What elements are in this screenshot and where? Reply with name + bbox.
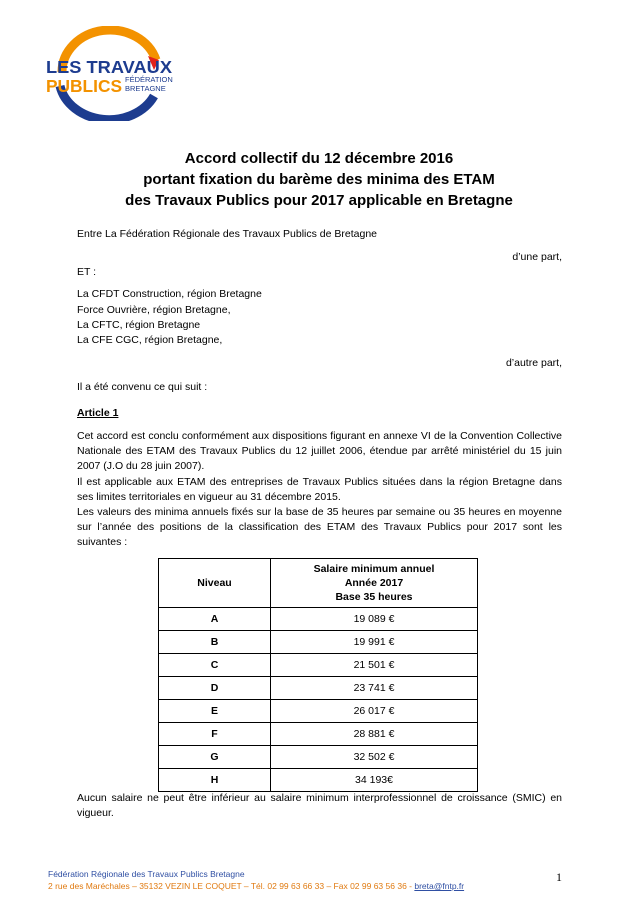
table-row xyxy=(159,700,478,723)
header-salary-line1: Salaire minimum annuel xyxy=(313,563,435,575)
salary-cell: 28 881 € xyxy=(271,723,478,746)
level-cell: B xyxy=(159,631,271,654)
article-paragraph-1: Cet accord est conclu conformément aux dispositions figurant en annexe VI de la Convention Collective Nationale des ETAM des Travaux Publics du 12 juillet 2006, étendue par arrêté ministériel du 15 juin 2007 (J.O du 28 juin 2007). xyxy=(77,430,562,472)
level-cell: G xyxy=(159,746,271,769)
logo-line1: LES TRAVAUX xyxy=(46,57,173,77)
title-line-1: Accord collectif du 12 décembre 2016 xyxy=(184,150,454,167)
footer-address: 2 rue des Maréchales – 35132 VEZIN LE COQUET – Tél. 02 99 63 66 33 – Fax 02 99 63 56 36 - xyxy=(48,881,415,891)
level-cell: H xyxy=(159,769,271,792)
table-row xyxy=(159,608,478,631)
article-paragraph-3: Les valeurs des minima annuels fixés sur la base de 35 heures par semaine ou 35 heures en moyenne sur l’année des positions de la classification des ETAM des Travaux Publics pour 2017 sont les suivantes : xyxy=(77,506,562,548)
header-salary-line3: Base 35 heures xyxy=(335,591,413,603)
header-salary-line2: Année 2017 xyxy=(344,577,404,589)
party-cfdt: La CFDT Construction, région Bretagne xyxy=(77,288,262,300)
party-cfe: La CFE CGC, région Bretagne, xyxy=(77,334,223,346)
footer-address-line xyxy=(48,880,464,892)
header-salary xyxy=(271,559,478,608)
salary-table xyxy=(158,558,478,792)
level-cell: E xyxy=(159,700,271,723)
document-title xyxy=(0,148,638,211)
table-row xyxy=(159,654,478,677)
title-line-2: portant fixation du barème des minima des ETAM xyxy=(143,171,495,188)
footer-organization: Fédération Régionale des Travaux Publics Bretagne xyxy=(48,869,245,879)
table-row xyxy=(159,746,478,769)
party-entre: Entre La Fédération Régionale des Travaux Publics de Bretagne xyxy=(77,228,378,240)
table-header-row xyxy=(159,559,478,608)
salary-cell: 32 502 € xyxy=(271,746,478,769)
title-line-3: des Travaux Publics pour 2017 applicable en Bretagne xyxy=(125,192,513,209)
salary-cell: 19 991 € xyxy=(271,631,478,654)
salary-cell: 21 501 € xyxy=(271,654,478,677)
table-row xyxy=(159,677,478,700)
table-row xyxy=(159,631,478,654)
federation-logo xyxy=(44,26,176,121)
level-cell: A xyxy=(159,608,271,631)
table-row xyxy=(159,723,478,746)
header-niveau: Niveau xyxy=(159,559,271,608)
party-fo: Force Ouvrière, région Bretagne, xyxy=(77,304,231,316)
level-cell: C xyxy=(159,654,271,677)
logo-sub2: BRETAGNE xyxy=(125,84,166,93)
table-row xyxy=(159,769,478,792)
party-cftc: La CFTC, région Bretagne xyxy=(77,319,201,331)
page-footer xyxy=(48,868,464,892)
article-paragraph-2: Il est applicable aux ETAM des entreprises de Travaux Publics situées dans la région Bretagne dans ses limites territoriales en vigueur au 31 décembre 2015. xyxy=(77,476,562,503)
salary-cell: 19 089 € xyxy=(271,608,478,631)
closing-paragraph: Aucun salaire ne peut être inférieur au salaire minimum interprofessionnel de croissance (SMIC) en vigueur. xyxy=(77,792,562,819)
level-cell: D xyxy=(159,677,271,700)
salary-cell: 23 741 € xyxy=(271,677,478,700)
page-number: 1 xyxy=(556,870,562,884)
logo-sub1: FÉDÉRATION xyxy=(125,75,173,84)
footer-email-link[interactable]: breta@fntp.fr xyxy=(414,881,465,891)
party-dune-part: d’une part, xyxy=(512,251,562,263)
party-dautre-part: d’autre part, xyxy=(505,357,562,369)
salary-cell: 34 193€ xyxy=(271,769,478,792)
logo-line2: PUBLICS xyxy=(46,76,122,96)
level-cell: F xyxy=(159,723,271,746)
agreement-intro: Il a été convenu ce qui suit : xyxy=(77,381,208,393)
party-et: ET : xyxy=(77,266,97,278)
article-heading: Article 1 xyxy=(77,407,119,419)
salary-cell: 26 017 € xyxy=(271,700,478,723)
